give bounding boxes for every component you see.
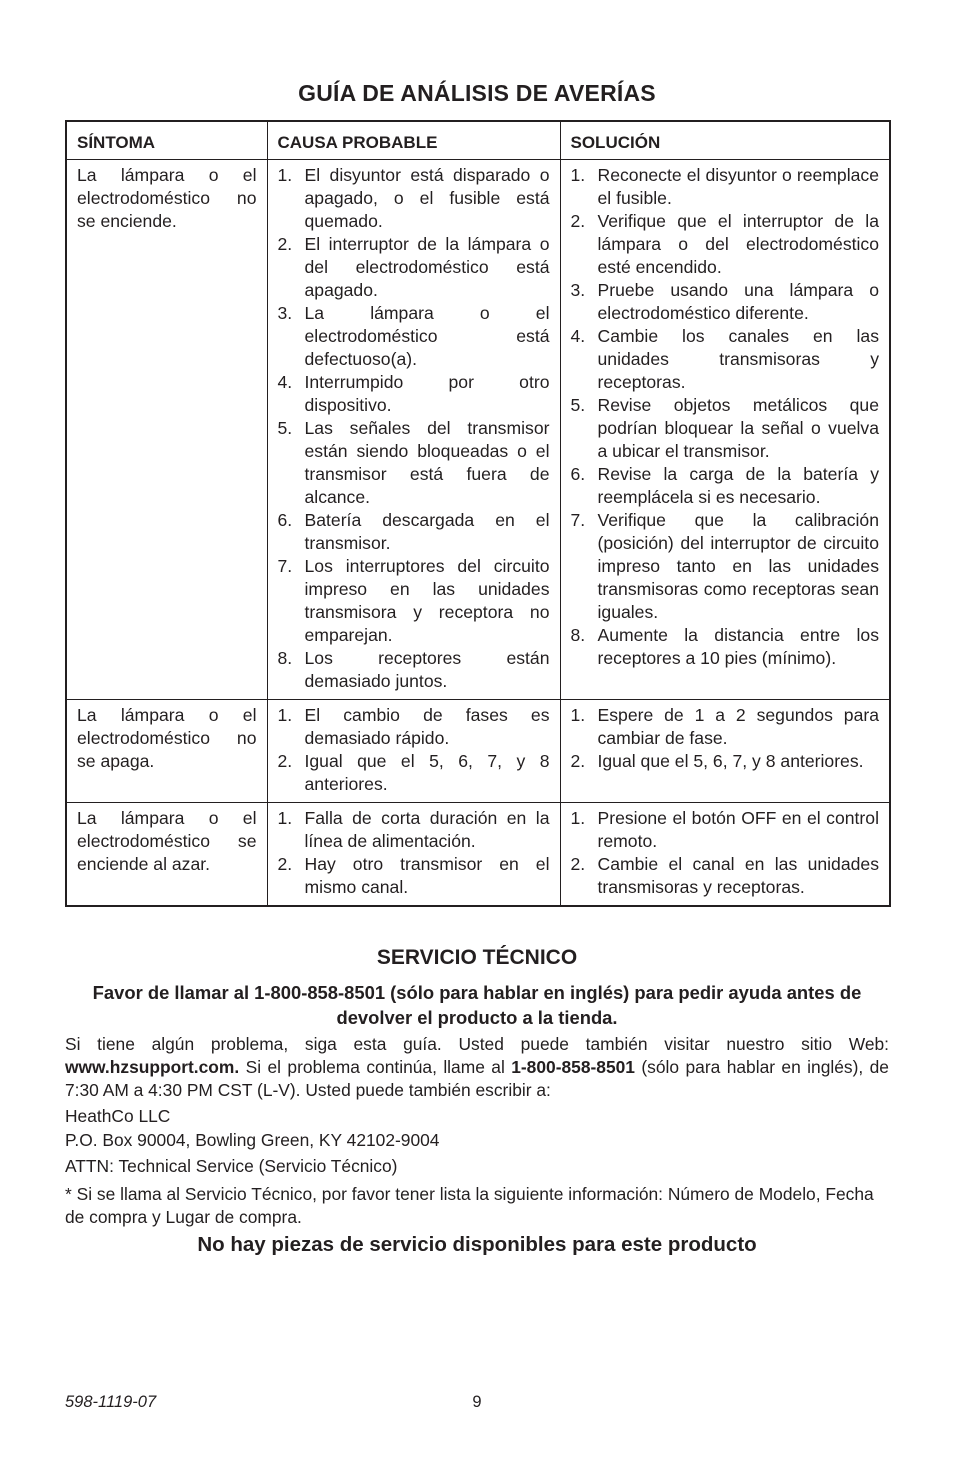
column-header-symptom: SÍNTOMA [66,121,267,160]
item-number: 3. [277,303,293,323]
item-text: Reconecte el disyuntor o reemplace el fusible. [597,165,879,208]
item-text: Batería descargada en el transmisor. [304,510,550,553]
item-text: Igual que el 5, 6, 7, y 8 anteriores. [304,751,550,794]
item-text: Aumente la distancia entre los receptores a 10 pies (mínimo). [597,625,879,668]
item-text: Presione el botón OFF en el control remoto. [597,808,879,851]
service-paragraph [65,1033,889,1102]
phone-number: 1-800-858-8501 [511,1057,635,1077]
item-text: Espere de 1 a 2 segundos para cambiar de fase. [597,705,879,748]
table-header-row [66,121,890,160]
document-code: 598-1119-07 [65,1393,157,1411]
service-text-3: (sólo para hablar en inglés), de 7:30 AM a 4:30 PM CST (L-V). Usted puede también escribir a: [65,1057,889,1100]
item-number: 3. [570,280,586,300]
page-number: 9 [472,1393,482,1411]
item-number: 1. [570,808,586,828]
item-text: Cambie el canal en las unidades transmisoras y receptoras. [597,854,879,897]
item-text: Revise objetos metálicos que podrían bloquear la señal o vuelva a ubicar el transmisor. [597,395,879,461]
item-text: Igual que el 5, 6, 7, y 8 anteriores. [597,751,864,771]
solution-cell [560,160,890,700]
item-number: 2. [277,234,293,254]
item-number: 1. [277,705,293,725]
solution-cell [560,700,890,803]
address-po-box: P.O. Box 90004, Bowling Green, KY 42102-9004 [65,1130,440,1150]
service-text-2: Si el problema continúa, llame al [239,1057,512,1077]
item-text: Las señales del transmisor están siendo bloqueadas o el transmisor está fuera de alcance. [304,418,550,507]
list-item [571,807,880,853]
website-link[interactable]: www.hzsupport.com. [65,1057,240,1077]
item-number: 2. [570,211,586,231]
item-text: Los receptores están demasiado juntos. [304,648,550,691]
list-item [571,463,880,509]
list-item [278,509,550,555]
item-number: 8. [570,625,586,645]
list-item [278,164,550,233]
cause-list [278,164,550,693]
symptom-cell: La lámpara o el electrodoméstico no se enciende. [66,160,267,700]
list-item [278,750,550,796]
service-note: * Si se llama al Servicio Técnico, por favor tener lista la siguiente información: Número de Modelo, Fecha de compra y Lugar de compra. [65,1184,874,1227]
item-number: 2. [277,751,293,771]
list-item [278,417,550,509]
list-item [278,371,550,417]
list-item [278,704,550,750]
item-number: 2. [277,854,293,874]
list-item [571,279,880,325]
service-text-1: Si tiene algún problema, siga esta guía. Usted puede también visitar nuestro sitio Web: [65,1034,889,1054]
item-text: Los interruptores del circuito impreso en las unidades transmisora y receptora no emparejan. [304,556,550,645]
item-text: Verifique que la calibración (posición) del interruptor de circuito impreso tanto en las unidades transmisoras como receptoras sean iguales. [597,510,879,622]
list-item [571,164,880,210]
item-text: La lámpara o el electrodoméstico está defectuoso(a). [304,303,550,369]
list-item [571,394,880,463]
address-company: HeathCo LLC [65,1106,171,1126]
item-number: 1. [570,165,586,185]
list-item [278,853,550,899]
address-attention: ATTN: Technical Service (Servicio Técnico) [65,1156,398,1176]
list-item [571,509,880,624]
item-text: Interrumpido por otro dispositivo. [304,372,550,415]
item-text: Falla de corta duración en la línea de alimentación. [304,808,550,851]
no-parts-notice: No hay piezas de servicio disponibles para este producto [197,1233,757,1256]
item-number: 7. [570,510,586,530]
item-text: El disyuntor está disparado o apagado, o el fusible está quemado. [304,165,550,231]
cause-list [278,704,550,796]
list-item [571,704,880,750]
item-number: 1. [277,808,293,828]
table-row [66,160,890,700]
item-number: 8. [277,648,293,668]
list-item [278,233,550,302]
cause-cell [267,160,560,700]
item-text: Pruebe usando una lámpara o electrodoméstico diferente. [597,280,879,323]
cause-cell [267,700,560,803]
list-item [571,750,880,773]
solution-list [571,164,880,670]
solution-cell [560,803,890,907]
item-number: 2. [570,751,586,771]
item-number: 6. [277,510,293,530]
item-text: El interruptor de la lámpara o del electrodoméstico está apagado. [304,234,550,300]
column-header-cause: CAUSA PROBABLE [267,121,560,160]
table-row [66,803,890,907]
solution-list [571,807,880,899]
service-title: SERVICIO TÉCNICO [376,946,578,969]
item-text: Verifique que el interruptor de la lámpara o del electrodoméstico esté encendido. [597,211,879,277]
item-number: 5. [277,418,293,438]
item-number: 1. [570,705,586,725]
item-number: 7. [277,556,293,576]
list-item [571,325,880,394]
item-number: 5. [570,395,586,415]
item-number: 1. [277,165,293,185]
cause-cell [267,803,560,907]
list-item [571,624,880,670]
item-text: El cambio de fases es demasiado rápido. [304,705,550,748]
call-instruction: Favor de llamar al 1-800-858-8501 (sólo para hablar en inglés) para pedir ayuda antes de devolver el producto a la tienda. [92,982,862,1028]
item-number: 2. [570,854,586,874]
item-text: Cambie los canales en las unidades transmisoras y receptoras. [597,326,879,392]
cause-list [278,807,550,899]
table-row [66,700,890,803]
list-item [278,555,550,647]
item-number: 4. [570,326,586,346]
troubleshooting-table [65,120,891,907]
page-title: GUÍA DE ANÁLISIS DE AVERÍAS [298,80,656,106]
item-text: Revise la carga de la batería y reemplácela si es necesario. [597,464,879,507]
symptom-cell: La lámpara o el electrodoméstico no se apaga. [66,700,267,803]
table-body [66,160,890,907]
item-number: 6. [570,464,586,484]
list-item [278,302,550,371]
list-item [278,647,550,693]
solution-list [571,704,880,773]
item-number: 4. [277,372,293,392]
column-header-solution: SOLUCIÓN [560,121,890,160]
list-item [571,853,880,899]
list-item [278,807,550,853]
symptom-cell: La lámpara o el electrodoméstico se enciende al azar. [66,803,267,907]
item-text: Hay otro transmisor en el mismo canal. [304,854,550,897]
list-item [571,210,880,279]
